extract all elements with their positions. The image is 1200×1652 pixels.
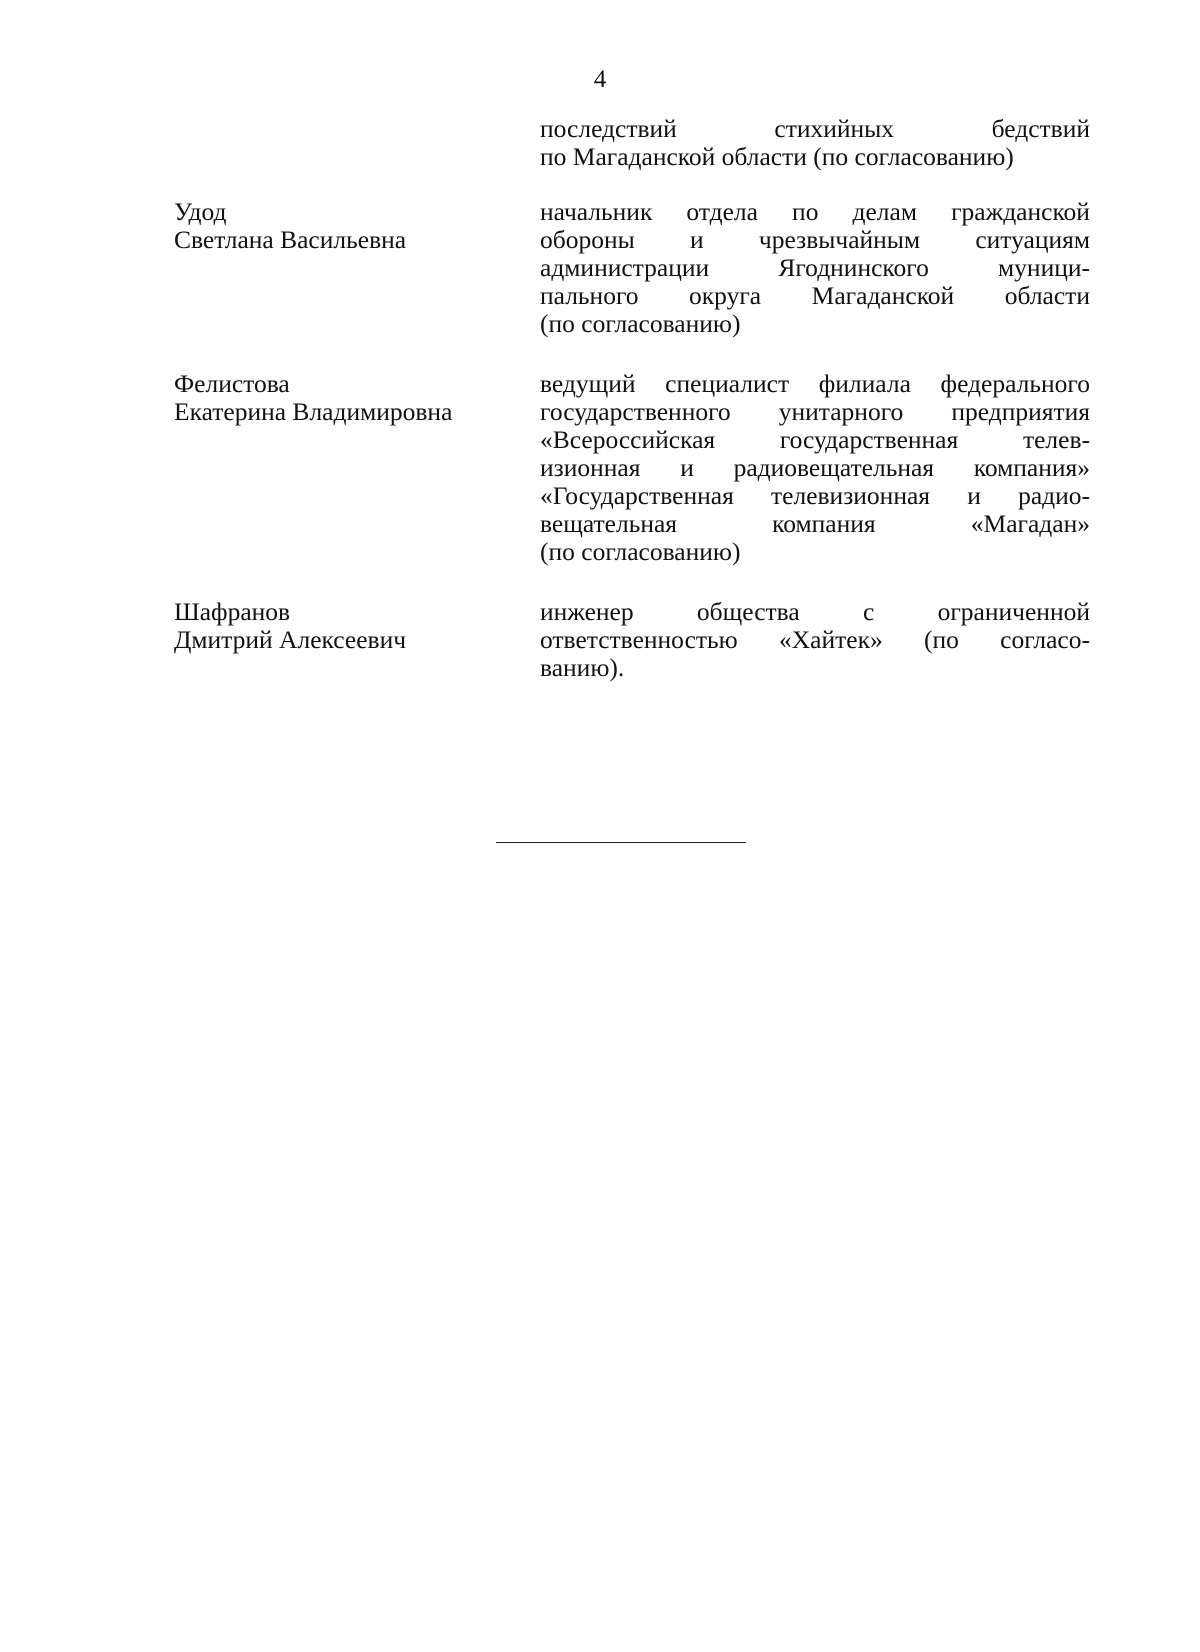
word: унитарного xyxy=(778,397,904,426)
word: бедствий xyxy=(991,114,1090,143)
closing-separator-line xyxy=(496,842,746,843)
member-position-line xyxy=(540,626,1090,654)
word: отдела xyxy=(686,197,758,226)
word: и xyxy=(680,453,694,482)
member-position-line xyxy=(540,398,1090,426)
word: обороны xyxy=(540,225,635,254)
word: ограниченной xyxy=(937,597,1090,626)
word: по xyxy=(792,197,819,226)
member-given-names: Екатерина Владимировна xyxy=(174,397,453,426)
word: общества xyxy=(696,597,800,626)
word: ответственностью xyxy=(540,625,738,654)
member-position-line xyxy=(540,370,1090,398)
member-surname: Фелистова xyxy=(174,369,290,398)
member-surname: Удод xyxy=(174,197,227,226)
word: и xyxy=(690,225,704,254)
word: гражданской xyxy=(951,197,1090,226)
word: пального xyxy=(540,281,639,310)
member-position-line xyxy=(540,598,1090,626)
word: «Всероссийская xyxy=(540,425,716,454)
word: изионная xyxy=(540,453,641,482)
word: инженер xyxy=(540,597,634,626)
word: государственная xyxy=(779,425,959,454)
word: Магаданской xyxy=(811,281,955,310)
member-position-line: (по согласованию) xyxy=(540,537,741,566)
member-position-line xyxy=(540,198,1090,226)
word: ситуациям xyxy=(975,225,1090,254)
word: муници- xyxy=(998,253,1090,282)
continuation-line-2: по Магаданской области (по согласованию) xyxy=(540,142,1014,171)
word: вещательная xyxy=(540,509,678,538)
member-position-line xyxy=(540,226,1090,254)
word: согласо- xyxy=(1000,625,1090,654)
member-given-names: Светлана Васильевна xyxy=(174,225,407,254)
word: чрезвычайным xyxy=(758,225,921,254)
word: телев- xyxy=(1022,425,1090,454)
member-position-line: ванию). xyxy=(540,653,625,682)
member-surname: Шафранов xyxy=(174,597,291,626)
member-position-line xyxy=(540,254,1090,282)
word: начальник xyxy=(540,197,653,226)
word: и xyxy=(967,481,981,510)
word: филиала xyxy=(818,369,911,398)
word: (по xyxy=(923,625,959,654)
member-position-line xyxy=(540,454,1090,482)
word: «Магадан» xyxy=(970,509,1090,538)
word: администрации xyxy=(540,253,710,282)
word: государственного xyxy=(540,397,731,426)
word: компания» xyxy=(973,453,1090,482)
word: ведущий xyxy=(540,369,636,398)
word: телевизионная xyxy=(771,481,931,510)
word: делам xyxy=(852,197,917,226)
page-number: 4 xyxy=(593,66,607,93)
word: специалист xyxy=(665,369,790,398)
member-position-line xyxy=(540,282,1090,310)
continuation-line-1 xyxy=(540,115,1090,143)
word: федерального xyxy=(940,369,1090,398)
word: «Хайтек» xyxy=(778,625,883,654)
member-position-line xyxy=(540,426,1090,454)
member-position-line xyxy=(540,510,1090,538)
word: компания xyxy=(772,509,876,538)
word: радиовещательная xyxy=(733,453,935,482)
word: с xyxy=(862,597,875,626)
word: предприятия xyxy=(951,397,1090,426)
word: радио- xyxy=(1018,481,1090,510)
word: округа xyxy=(689,281,762,310)
word: последствий xyxy=(540,114,677,143)
word: области xyxy=(1004,281,1090,310)
word: «Государственная xyxy=(540,481,734,510)
member-position-line xyxy=(540,482,1090,510)
word: стихийных xyxy=(774,114,895,143)
word: Ягоднинского xyxy=(778,253,929,282)
member-position-line: (по согласованию) xyxy=(540,309,741,338)
member-given-names: Дмитрий Алексеевич xyxy=(174,625,407,654)
